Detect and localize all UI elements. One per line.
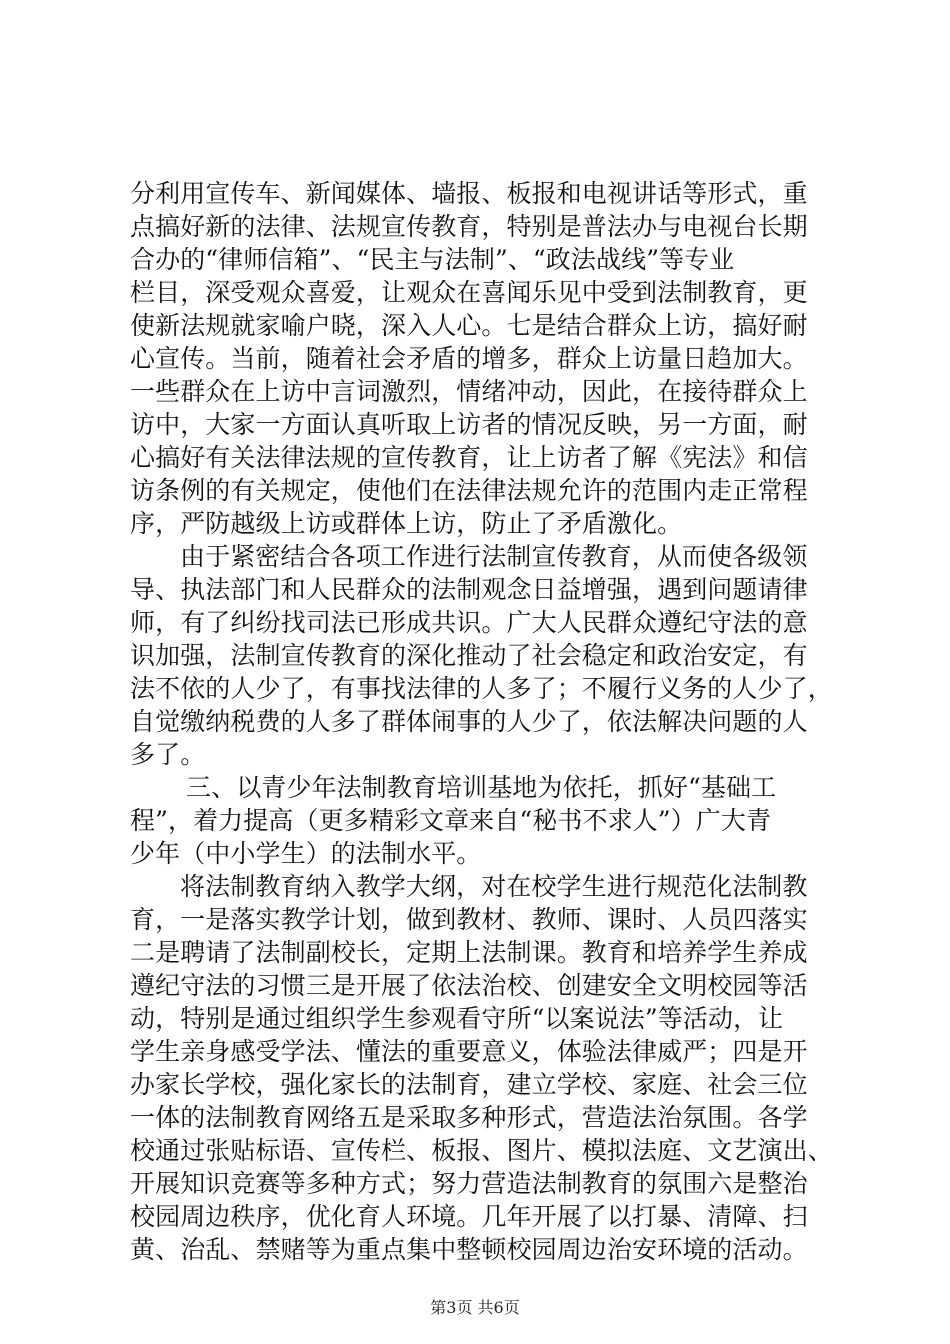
body-text-line: 使新法规就家喻户晓，深入人心。七是结合群众上访，搞好耐 (130, 311, 808, 340)
body-text-line: 导、执法部门和人民群众的法制观念日益增强，遇到问题请律 (130, 575, 808, 604)
body-text-line: 多了。 (130, 740, 206, 769)
body-text-line: 一些群众在上访中言词激烈，情绪冲动，因此，在接待群众上 (130, 377, 808, 406)
body-text-line: 栏目，深受观众喜爱，让观众在喜闻乐见中受到法制教育，更 (130, 278, 808, 307)
body-text-line: 分利用宣传车、新闻媒体、墙报、板报和电视讲话等形式，重 (130, 179, 808, 208)
body-text-line: 校园周边秩序，优化育人环境。几年开展了以打暴、清障、扫 (130, 1202, 808, 1231)
body-text-line: 动，特别是通过组织学生参观看守所“以案说法”等活动，让 (130, 1004, 784, 1033)
body-text-line: 办家长学校，强化家长的法制育，建立学校、家庭、社会三位 (130, 1070, 808, 1099)
paragraph-first-line: 由于紧密结合各项工作进行法制宣传教育，从而使各级领 (180, 542, 808, 571)
body-text-line: 学生亲身感受学法、懂法的重要意义，体验法律威严；四是开 (130, 1037, 808, 1066)
body-text-line: 点搞好新的法律、法规宣传教育，特别是普法办与电视台长期 (130, 212, 808, 241)
section-heading-line: 程”，着力提高（更多精彩文章来自“秘书不求人”）广大青 (130, 806, 772, 835)
body-text-line: 遵纪守法的习惯三是开展了依法治校、创建安全文明校园等活 (130, 971, 808, 1000)
body-text-line: 育，一是落实教学计划，做到教材、教师、课时、人员四落实 (130, 905, 808, 934)
body-text-line: 合办的“律师信箱”、“民主与法制”、“政法战线”等专业 (130, 245, 735, 274)
body-text-line: 开展知识竞赛等多种方式；努力营造法制教育的氛围六是整治 (130, 1169, 808, 1198)
body-text-line: 校通过张贴标语、宣传栏、板报、图片、模拟法庭、文艺演出、 (130, 1136, 833, 1165)
body-text-line: 序，严防越级上访或群体上访，防止了矛盾激化。 (130, 509, 683, 538)
body-text-line: 师，有了纠纷找司法已形成共识。广大人民群众遵纪守法的意 (130, 608, 808, 637)
page-number-footer: 第3页 共6页 (430, 1298, 520, 1317)
section-heading-line: 少年（中小学生）的法制水平。 (130, 839, 482, 868)
body-text-line: 法不依的人少了，有事找法律的人多了；不履行义务的人少了， (130, 674, 833, 703)
body-text-line: 访条例的有关规定，使他们在法律法规允许的范围内走正常程 (130, 476, 808, 505)
section-heading-line: 三、以青少年法制教育培训基地为依托，抓好“基础工 (186, 773, 777, 802)
body-text-line: 自觉缴纳税费的人多了群体闹事的人少了，依法解决问题的人 (130, 707, 808, 736)
body-text-line: 心宣传。当前，随着社会矛盾的增多，群众上访量日趋加大。 (130, 344, 808, 373)
body-text-line: 心搞好有关法律法规的宣传教育，让上访者了解《宪法》和信 (130, 443, 808, 472)
body-text-line: 识加强，法制宣传教育的深化推动了社会稳定和政治安定，有 (130, 641, 808, 670)
paragraph-first-line: 将法制教育纳入教学大纲，对在校学生进行规范化法制教 (180, 872, 808, 901)
body-text-line: 黄、治乱、禁赌等为重点集中整顿校园周边治安环境的活动。 (130, 1235, 808, 1264)
body-text-line: 一体的法制教育网络五是采取多种形式，营造法治氛围。各学 (130, 1103, 808, 1132)
body-text-line: 访中，大家一方面认真听取上访者的情况反映，另一方面，耐 (130, 410, 808, 439)
body-text-line: 二是聘请了法制副校长，定期上法制课。教育和培养学生养成 (130, 938, 808, 967)
